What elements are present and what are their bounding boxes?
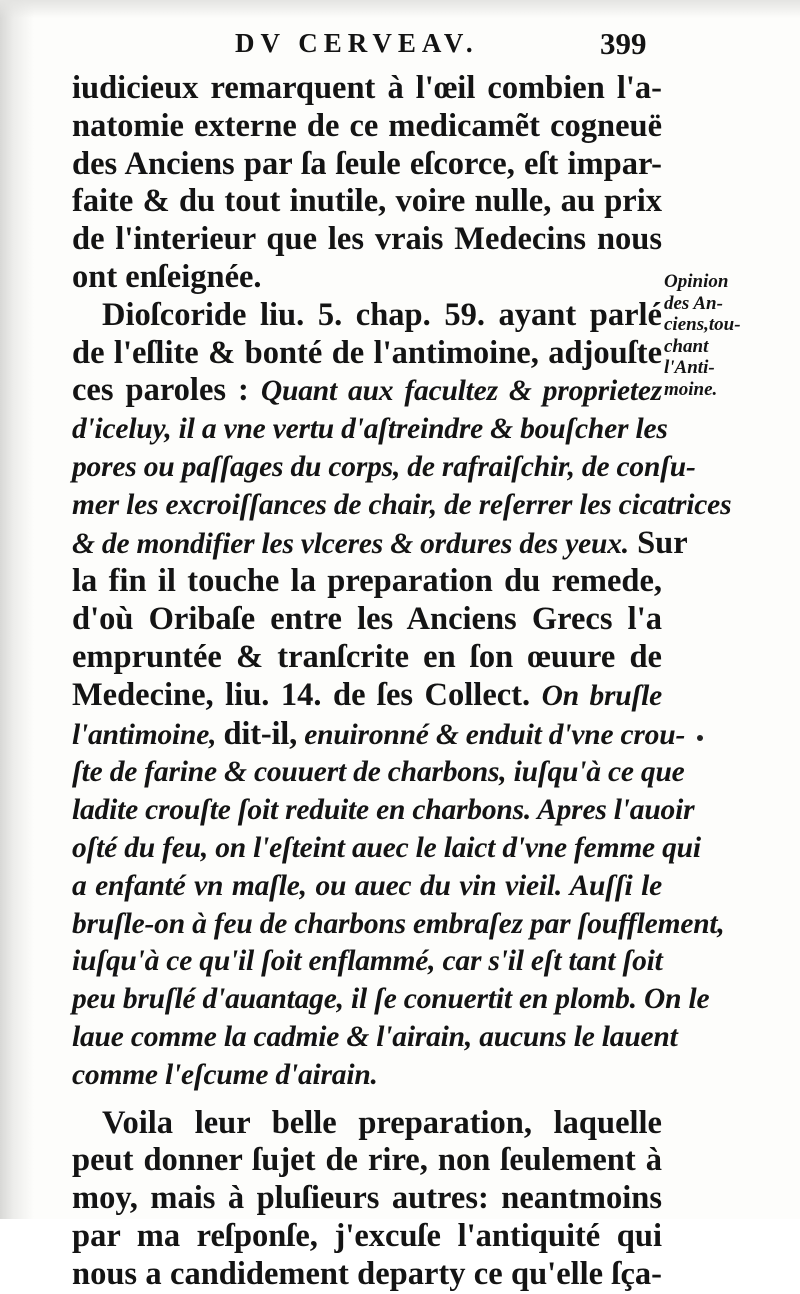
text-line [72, 221, 662, 259]
text-line [72, 639, 662, 677]
line-italic: enuironné & enduit d'vne crou- [304, 718, 686, 751]
line-text: par ma reſponſe, j'excuſe l'antiquité qui [72, 1217, 662, 1254]
text-line [72, 183, 662, 221]
line-text: ces paroles : [72, 372, 249, 409]
line-italic: oſté du feu, on l'eſteint auec le laict d'vne femme qui [72, 831, 701, 864]
line-text: Voila leur belle preparation, laquelle [102, 1104, 662, 1141]
line-italic: peu bruſlé d'auantage, il ſe conuertit en plomb. On le [72, 983, 710, 1016]
italic-line [72, 792, 695, 830]
page-top-shadow [0, 0, 800, 18]
line-italic: & de mondifier les vlceres & ordures des yeux. [72, 527, 629, 560]
marginal-note-line: l'Anti- [664, 357, 715, 379]
ink-speck [697, 735, 703, 741]
line-italic: pores ou paſſages du corps, de rafraiſchir, de conſu- [72, 450, 696, 483]
running-head: DV CERVEAV. [235, 28, 479, 58]
line-italic: On bruſle [541, 679, 662, 712]
line-italic: l'antimoine, [72, 718, 217, 751]
line-text: faite & du tout inutile, voire nulle, au prix [72, 183, 662, 220]
line-italic: a enfanté vn maſle, ou auec du vin vieil. Auſſi le [72, 869, 662, 902]
text-line [72, 1142, 662, 1180]
text-line [72, 524, 688, 564]
paragraph-start [72, 297, 662, 335]
italic-line [72, 943, 662, 981]
line-italic: d'iceluy, il a vne vertu d'aſtreindre & bouſcher les [72, 413, 668, 446]
text-line [72, 1218, 662, 1256]
line-text: Dioſcoride liu. 5. chap. 59. ayant parlé [102, 296, 662, 333]
line-text: empruntée & tranſcrite en ſon œuure de [72, 638, 662, 675]
marginal-note [664, 271, 790, 401]
line-text: natomie externe de ce medicamẽt cogneuë [72, 107, 662, 144]
line-text: ont enſeignée. [72, 258, 262, 295]
marginal-note-line: des An- [664, 292, 723, 314]
line-text: nous a candidement departy ce qu'elle ſça- [72, 1255, 662, 1292]
italic-line [72, 449, 696, 487]
line-text: dit-il, [223, 715, 298, 752]
text-line [72, 146, 662, 184]
text-line [72, 601, 662, 639]
italic-line [72, 715, 686, 755]
marginal-note-line: Opinion [664, 271, 729, 292]
italic-line [72, 981, 710, 1019]
line-text: moy, mais à pluſieurs autres: neantmoins [72, 1180, 662, 1217]
text-line [72, 563, 662, 601]
line-italic: ſte de farine & couuert de charbons, iuſqu'à ce que [72, 756, 685, 789]
line-text: iudicieux remarquent à l'œil combien l'a- [72, 70, 662, 106]
italic-line [72, 1057, 662, 1095]
text-line [72, 259, 662, 297]
italic-line [72, 868, 662, 906]
marginal-note-line: chant [664, 335, 709, 357]
line-italic: bruſle-on à feu de charbons embraſez par ſoufflement, [72, 907, 725, 940]
line-italic: ladite crouſte ſoit reduite en charbons. Apres l'auoir [72, 794, 695, 827]
text-line [72, 1180, 662, 1218]
italic-line [72, 487, 732, 525]
line-text: de l'eſlite & bonté de l'antimoine, adjouſte [72, 334, 662, 371]
text-line [72, 1256, 662, 1294]
line-text: des Anciens par ſa ſeule eſcorce, eſt impar- [72, 145, 662, 182]
line-text: Sur [637, 524, 688, 561]
line-italic: iuſqu'à ce qu'il ſoit enflammé, car s'il eſt tant ſoit [72, 945, 663, 978]
italic-line [72, 411, 668, 449]
marginal-note-line: moine. [664, 378, 718, 400]
line-text: de l'interieur que les vrais Medecins nous [72, 221, 662, 258]
italic-line [72, 1019, 678, 1057]
line-text: la fin il touche la preparation du remede, [72, 563, 662, 600]
line-italic: laue comme la cadmie & l'airain, aucuns le lauent [72, 1020, 678, 1053]
italic-line [72, 830, 701, 868]
italic-line [72, 906, 725, 944]
text-line [72, 677, 662, 716]
line-text: Medecine, liu. 14. de ſes Collect. [72, 676, 531, 713]
page-number: 399 [600, 26, 647, 61]
line-italic: comme l'eſcume d'airain. [72, 1058, 378, 1091]
text-line [72, 70, 662, 108]
line-text: d'où Oribaſe entre les Anciens Grecs l'a [72, 601, 662, 638]
paragraph-start [72, 1105, 662, 1143]
page-edge-shadow [0, 0, 34, 1219]
text-line [72, 335, 662, 373]
italic-line [72, 754, 685, 792]
line-italic: mer les excroiſſances de chair, de reſerrer les cicatrices [72, 488, 732, 521]
text-line [72, 372, 662, 411]
text-line [72, 108, 662, 146]
quoted-italic: Quant aux facultez & proprietez [260, 375, 663, 408]
line-text: peut donner ſujet de rire, non ſeulement à [72, 1142, 662, 1179]
marginal-note-line: ciens,tou- [664, 314, 741, 336]
